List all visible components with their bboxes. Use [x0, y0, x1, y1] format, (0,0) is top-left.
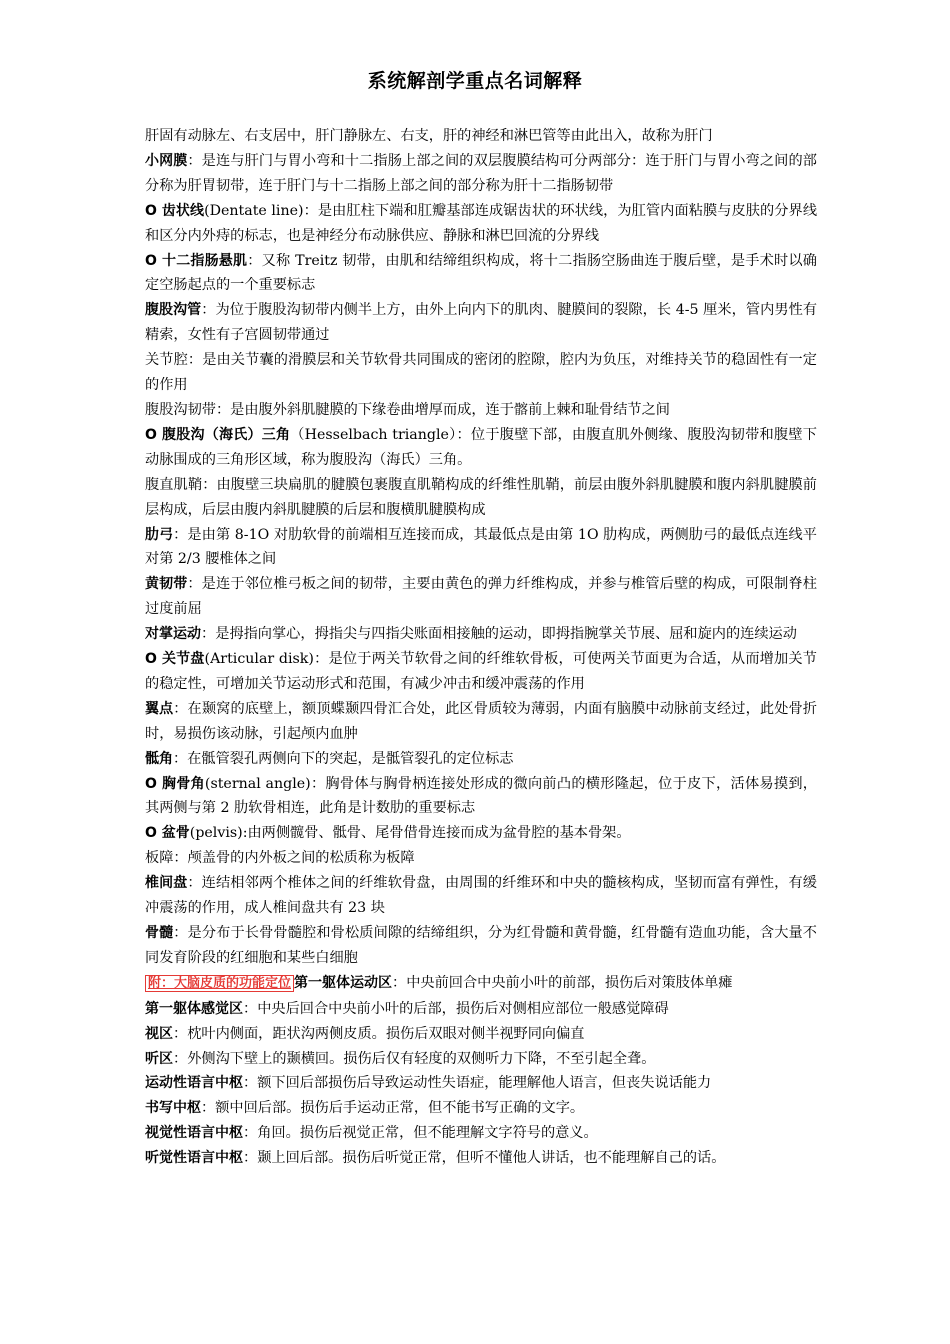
definition-text: ：颅盖骨的内外板之间的松质称为板障: [173, 850, 415, 867]
definition-entry: [145, 249, 817, 299]
definition-entry: [145, 1146, 817, 1171]
definition-text: ：角回。损伤后视觉正常，但不能理解文字符号的意义。: [243, 1125, 598, 1142]
definition-entry: [145, 997, 817, 1022]
document-body: [145, 124, 817, 1171]
definition-entry: [145, 199, 817, 249]
definition-entry: [145, 697, 817, 747]
definition-entry: [145, 647, 817, 697]
definition-term: O 胸骨角: [145, 775, 205, 792]
definition-entry: [145, 1047, 817, 1072]
definition-entry: [145, 523, 817, 573]
definition-entry: [145, 1121, 817, 1146]
definition-term: 关节腔: [145, 352, 188, 369]
definition-entry: [145, 572, 817, 622]
definition-term: 骨髓: [145, 925, 174, 941]
definition-term: 视区: [145, 1025, 173, 1042]
definition-entry: [145, 1071, 817, 1096]
definition-text: ：是连于邻位椎弓板之间的韧带，主要由黄色的弹力纤维构成，并参与椎管后壁的构成，可限制脊柱过度前屈: [145, 576, 817, 618]
definition-entry: [145, 423, 817, 473]
definition-text: ：为位于腹股沟韧带内侧半上方，由外上向内下的肌肉、腱膜间的裂隙，长 4-5 厘米，管内男性有精索，女性有子宫圆韧带通过: [145, 302, 818, 344]
definition-term: 对掌运动: [145, 626, 201, 643]
definition-entry: [145, 846, 817, 871]
definition-term: 腹直肌鞘: [145, 476, 203, 493]
definition-term: 黄韧带: [145, 576, 188, 593]
definition-text: ：额下回后部损伤后导致运动性失语症，能理解他人语言，但丧失说话能力: [243, 1075, 712, 1092]
definition-term: 骶角: [145, 750, 173, 767]
definition-term: 翼点: [145, 700, 174, 717]
definition-text: ：颞上回后部。损伤后听觉正常，但听不懂他人讲话，也不能理解自己的话。: [243, 1150, 726, 1167]
definition-term: 听觉性语言中枢: [145, 1150, 243, 1167]
definition-text: ：由腹壁三块扁肌的腱膜包裹腹直肌鞘构成的纤维性肌鞘，前层由腹外斜肌腱膜和腹内斜肌腱膜前层构成，后层由腹内斜肌腱膜的后层和腹横肌腱膜构成: [145, 476, 817, 518]
definition-entry: [145, 124, 817, 149]
definition-term: 小网膜: [145, 152, 188, 169]
definition-text: ：外侧沟下壁上的颞横回。损伤后仅有轻度的双侧听力下降，不至引起全聋。: [173, 1050, 656, 1067]
definition-entry: [145, 149, 817, 199]
definition-entry: [145, 1096, 817, 1121]
definition-entry: [145, 821, 817, 846]
definition-text: ：是由第 8-1O 对肋软骨的前端相互连接而成，其最低点是由第 1O 肋构成，两侧肋弓的最低点连线平对第 2/3 腰椎体之间: [145, 526, 817, 568]
definition-term: 视觉性语言中枢: [145, 1125, 243, 1142]
definition-entry: [145, 921, 817, 971]
definition-text: ：又称 Treitz 韧带，由肌和结缔组织构成，将十二指肠空肠曲连于腹后壁，是手术时以确定空肠起点的一个重要标志: [145, 252, 817, 294]
definition-term: 板障: [145, 850, 174, 867]
definition-text: ：连结相邻两个椎体之间的纤维软骨盘，由周围的纤维环和中央的髓核构成，坚韧而富有弹性，有缓冲震荡的作用，成人椎间盘共有 23 块: [145, 875, 817, 917]
definition-term: 肋弓: [145, 526, 174, 543]
definition-entry: [145, 348, 817, 398]
definition-term: 椎间盘: [145, 875, 188, 892]
definition-entry: [145, 971, 817, 997]
definition-text: ：是连与肝门与胃小弯和十二指肠上部之间的双层腹膜结构可分两部分：连于肝门与胃小弯之间的部分称为肝胃韧带，连于肝门与十二指肠上部之间的部分称为肝十二指肠韧带: [145, 152, 817, 194]
definition-text: （Hesselbach triangle）：位于腹壁下部，由腹直肌外侧缘、腹股沟韧带和腹壁下动脉围成的三角形区域，称为腹股沟（海氏）三角。: [145, 426, 817, 468]
definition-text: ：是由腹外斜肌腱膜的下缘卷曲增厚而成，连于髂前上棘和耻骨结节之间: [215, 401, 670, 418]
definition-text: ：中央后回合中央前小叶的后部，损伤后对侧相应部位一般感觉障碍: [243, 1000, 669, 1017]
definition-text: (Dentate line)：是由肛柱下端和肛瓣基部连成锯齿状的环状线，为肛管内面粘膜与皮肤的分界线和区分内外痔的标志，也是神经分布动脉供应、静脉和淋巴回流的分界线: [145, 202, 818, 244]
definition-text: ：枕叶内侧面，距状沟两侧皮质。损伤后双眼对侧半视野同向偏直: [173, 1025, 585, 1042]
definition-text: (pelvis):由两侧髋骨、骶骨、尾骨借骨连接而成为盆骨腔的基本骨架。: [189, 825, 631, 842]
definition-entry: [145, 298, 817, 348]
definition-term: 腹股沟韧带: [145, 401, 216, 418]
definition-entry: [145, 1022, 817, 1047]
definition-text: 肝固有动脉左、右支居中，肝门静脉左、右支，肝的神经和淋巴管等由此出入，故称为肝门: [145, 128, 713, 144]
definition-term: 第一躯体运动区: [294, 974, 393, 991]
definition-text: ：在颞窝的底壁上，额顶蝶颞四骨汇合处，此区骨质较为薄弱，内面有脑膜中动脉前支经过，此处骨折时，易损伤该动脉，引起颅内血肿: [145, 700, 817, 742]
definition-term: O 齿状线: [145, 202, 205, 219]
document-title: 系统解剖学重点名词解释: [367, 70, 583, 92]
definition-term: 运动性语言中枢: [145, 1075, 243, 1092]
definition-entry: [145, 747, 817, 772]
definition-text: ：是由关节囊的滑膜层和关节软骨共同围成的密闭的腔隙，腔内为负压，对维持关节的稳固性有一定的作用: [145, 352, 817, 394]
definition-entry: [145, 871, 817, 921]
definition-entry: [145, 622, 817, 647]
definition-term: 听区: [145, 1050, 173, 1067]
definition-term: O 盆骨: [145, 825, 190, 842]
definition-entry: [145, 398, 817, 423]
definition-text: ：中央前回合中央前小叶的前部，损伤后对策肢体单瘫: [392, 974, 733, 991]
definition-term: 书写中枢: [145, 1100, 201, 1117]
definition-term: O 十二指肠悬肌: [145, 252, 248, 269]
definition-term: O 腹股沟（海氏）三角: [145, 426, 291, 443]
definition-text: ：是拇指向掌心，拇指尖与四指尖账面相接触的运动，即拇指腕掌关节展、屈和旋内的连续运动: [201, 626, 797, 643]
definition-entry: [145, 473, 817, 523]
definition-text: (Articular disk)：是位于两关节软骨之间的纤维软骨板，可使两关节面更为合适，从而增加关节的稳定性，可增加关节运动形式和范围，有减少冲击和缓冲震荡的作用: [145, 651, 817, 692]
appendix-note-label: 附：大脑皮质的功能定位: [145, 975, 294, 992]
definition-text: ：在骶管裂孔两侧向下的突起，是骶管裂孔的定位标志: [173, 750, 514, 767]
definition-entry: [145, 772, 817, 822]
definition-text: ：额中回后部。损伤后手运动正常，但不能书写正确的文字。: [201, 1100, 585, 1117]
definition-term: 第一躯体感觉区: [145, 1000, 243, 1017]
definition-text: ：是分布于长骨骨髓腔和骨松质间隙的结缔组织，分为红骨髓和黄骨髓，红骨髓有造血功能，含大量不同发育阶段的红细胞和某些白细胞: [145, 925, 817, 966]
definition-term: 腹股沟管: [145, 302, 202, 319]
definition-text: (sternal angle)：胸骨体与胸骨柄连接处形成的微向前凸的横形隆起，位于皮下，活体易摸到，其两侧与第 2 肋软骨相连，此角是计数肋的重要标志: [145, 775, 817, 817]
definition-term: O 关节盘: [145, 651, 205, 668]
